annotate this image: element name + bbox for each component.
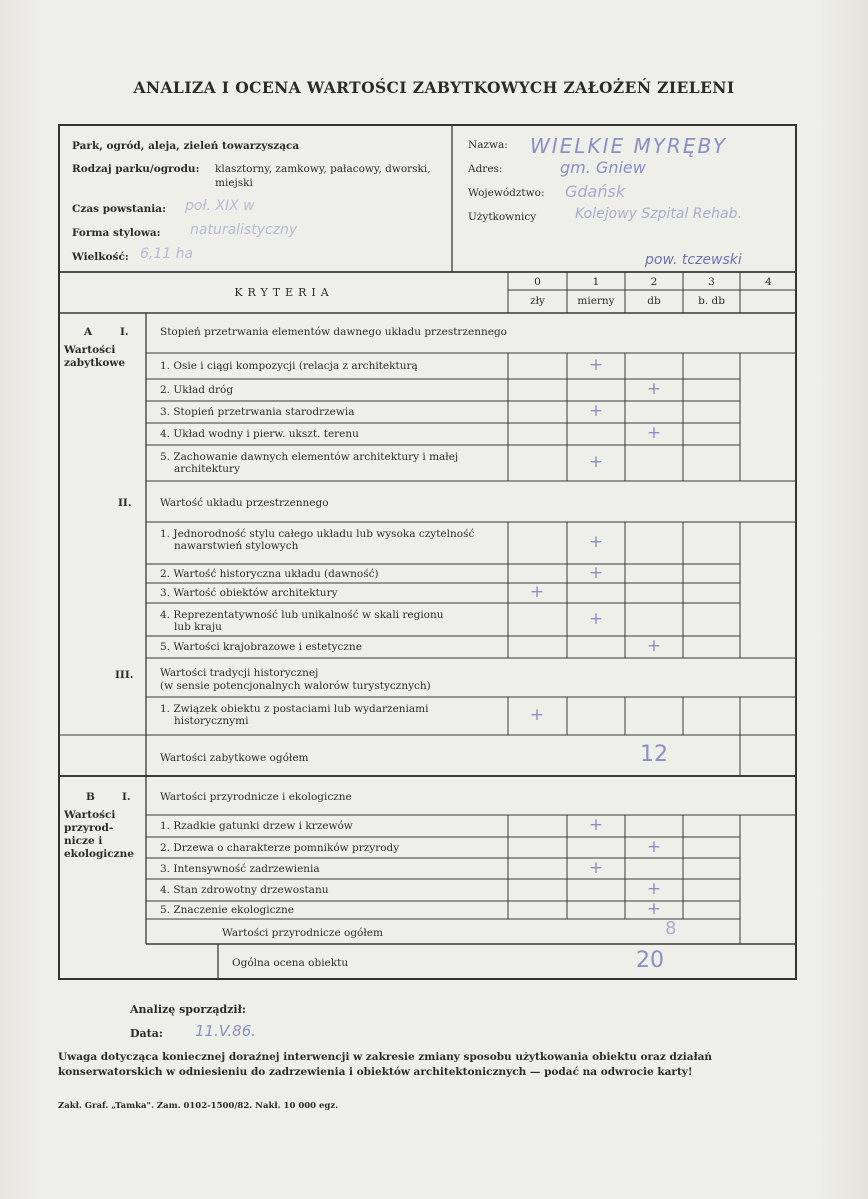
b1-item-label: 4. Stan zdrowotny drzewostanu [160, 884, 329, 896]
wojewodztwo-value: Gdańsk [565, 182, 626, 201]
footer-text: Zakł. Graf. „Tamka". Zam. 0102-1500/82. Nakł. 10 000 egz. [58, 1101, 339, 1111]
section-b-roman: I. [122, 791, 131, 803]
wielkosc-value: 6,11 ha [140, 246, 194, 262]
score-mark: + [588, 563, 604, 583]
a2-item-label: 3. Wartość obiektów architektury [160, 587, 338, 599]
nazwa-label: Nazwa: [468, 139, 508, 151]
group-a3-title-2: (w sensie potencjonalnych walorów turystycznych) [160, 680, 431, 692]
score-mark: + [646, 636, 662, 656]
score-mark: + [588, 355, 604, 375]
score-mark: + [588, 815, 604, 835]
b1-item-label: 5. Znaczenie ekologiczne [160, 904, 295, 916]
analysis-label: Analizę sporządził: [130, 1003, 246, 1016]
b1-item-label: 3. Intensywność zadrzewienia [160, 863, 320, 875]
score-mark: + [529, 705, 545, 725]
section-a-group2-roman: II. [118, 497, 132, 509]
score-mark: + [529, 582, 545, 602]
park-type-line: Park, ogród, aleja, zieleń towarzysząca [72, 140, 300, 152]
wojewodztwo-label: Województwo: [468, 187, 545, 199]
section-b-name-4: ekologiczne [64, 848, 134, 860]
a2-item-label-cont: lub kraju [174, 621, 222, 633]
score-mark: + [646, 879, 662, 899]
b1-item-label: 2. Drzewa o charakterze pomników przyrody [160, 842, 400, 854]
a2-item-label-cont: nawarstwień stylowych [174, 540, 299, 552]
section-a-total-value: 12 [640, 742, 668, 767]
score-column-number: 3 [708, 276, 715, 288]
a3-item-label: 1. Związek obiektu z postaciami lub wydarzeniami [160, 703, 429, 715]
form-title: ANALIZA I OCENA WARTOŚCI ZABYTKOWYCH ZAŁOŻEŃ ZIELENI [133, 78, 735, 97]
czas-label: Czas powstania: [72, 203, 166, 215]
note-text: Uwaga dotycząca koniecznej doraźnej interwencji w zakresie zmiany sposobu użytkowania obiektu oraz działań konserwatorskich w odniesieniu do zadrzewienia i obiektów architektonicznych — podać na odwrocie karty! [58, 1051, 713, 1078]
score-column-name: zły [530, 295, 545, 307]
adres-value: gm. Gniew [560, 158, 646, 177]
a1-item-label: 2. Układ dróg [160, 384, 234, 396]
section-a-name-1: Wartości [64, 344, 116, 356]
a2-item-label: 1. Jednorodność stylu całego układu lub wysoka czytelność [160, 528, 475, 540]
score-mark: + [646, 423, 662, 443]
b1-item-label: 1. Rzadkie gatunki drzew i krzewów [160, 820, 353, 832]
a1-item-label: 1. Osie i ciągi kompozycji (relacja z architekturą [160, 360, 418, 372]
score-column-name: db [647, 295, 661, 307]
rodzaj-options-2: miejski [215, 177, 253, 189]
uzytkownicy-label: Użytkownicy [468, 211, 537, 223]
a3-item-label-cont: historycznymi [174, 715, 249, 727]
score-column-name: mierny [577, 295, 615, 307]
score-column-number: 2 [650, 276, 658, 288]
section-b-letter: B [86, 791, 95, 803]
data-value: 11.V.86. [195, 1022, 257, 1040]
powiat-value: pow. tczewski [645, 252, 742, 268]
czas-value: poł. XIX w [185, 198, 255, 214]
section-a-roman: I. [120, 326, 129, 338]
wielkosc-label: Wielkość: [72, 251, 129, 263]
group-a1-title: Stopień przetrwania elementów dawnego układu przestrzennego [160, 326, 507, 338]
a2-item-label: 2. Wartość historyczna układu (dawność) [160, 568, 379, 580]
section-a-name-2: zabytkowe [64, 357, 126, 369]
score-mark: + [588, 452, 604, 472]
section-b-name-3: nicze i [64, 835, 103, 847]
score-mark: + [646, 837, 662, 857]
uzytkownicy-value: Kolejowy Szpital Rehab. [575, 206, 742, 222]
score-mark: + [646, 379, 662, 399]
overall-label: Ogólna ocena obiektu [232, 957, 349, 969]
forma-value: naturalistyczny [190, 222, 298, 238]
nazwa-value: WIELKIE MYRĘBY [530, 134, 728, 158]
group-a2-title: Wartość układu przestrzennego [160, 497, 329, 509]
a2-item-label: 5. Wartości krajobrazowe i estetyczne [160, 641, 362, 653]
group-b1-title: Wartości przyrodnicze i ekologiczne [160, 791, 352, 803]
score-column-number: 4 [765, 276, 772, 288]
score-mark: + [588, 858, 604, 878]
score-mark: + [588, 609, 604, 629]
score-mark: + [588, 532, 604, 552]
score-column-number: 1 [592, 276, 600, 288]
score-column-name: b. db [698, 295, 725, 307]
section-a-total-label: Wartości zabytkowe ogółem [160, 752, 309, 764]
forma-label: Forma stylowa: [72, 227, 161, 239]
a1-item-label-cont: architektury [174, 463, 241, 475]
score-mark: + [646, 899, 662, 919]
section-a-letter: A [84, 326, 93, 338]
a2-item-label: 4. Reprezentatywność lub unikalność w skali regionu [160, 609, 444, 621]
a1-item-label: 3. Stopień przetrwania starodrzewia [160, 406, 355, 418]
adres-label: Adres: [468, 163, 503, 175]
section-b-name-1: Wartości [64, 809, 116, 821]
group-a3-title-1: Wartości tradycji historycznej [160, 667, 319, 679]
section-a-group3-roman: III. [115, 669, 134, 681]
score-column-number: 0 [534, 276, 541, 288]
a1-item-label: 5. Zachowanie dawnych elementów architektury i małej [160, 451, 459, 463]
a1-item-label: 4. Układ wodny i pierw. ukszt. terenu [160, 428, 359, 440]
section-b-total-label: Wartości przyrodnicze ogółem [222, 927, 383, 939]
rodzaj-label: Rodzaj parku/ogrodu: [72, 163, 200, 175]
section-b-name-2: przyrod- [64, 822, 114, 834]
score-mark: + [588, 401, 604, 421]
criteria-header-label: KRYTERIA [234, 286, 334, 299]
data-label: Data: [130, 1027, 163, 1040]
overall-value: 20 [636, 948, 664, 973]
rodzaj-options: klasztorny, zamkowy, pałacowy, dworski, [215, 163, 431, 175]
section-b-total-value: 8 [665, 918, 677, 939]
